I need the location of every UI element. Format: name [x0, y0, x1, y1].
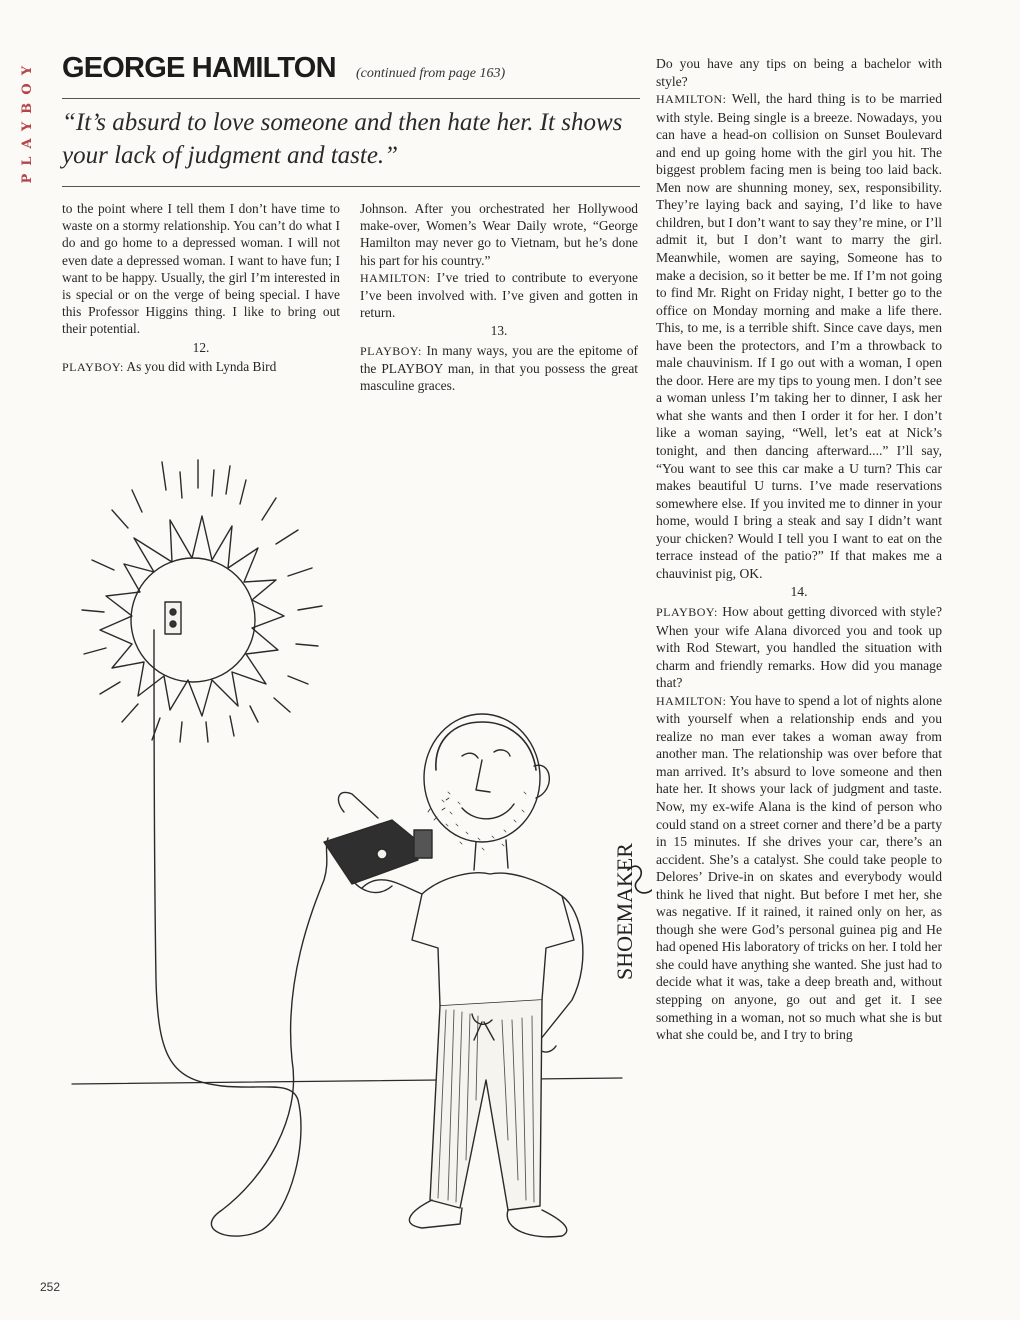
speaker-label: HAMILTON:: [656, 92, 727, 107]
interview-paragraph: to the point where I tell them I don’t have time to waste on a stormy relationship. You can’t do what I do and go home to a depressed woman. I will not even date a depressed woman. I want to have fun; I want to be happy. Usually, the girl I’m interested in is special or on the verge of being special. I have this Professor Higgins thing. I like to bring out their potential.: [62, 201, 340, 337]
sun-icon: [131, 558, 255, 682]
cartoon-illustration: [62, 440, 652, 1270]
speaker-label: PLAYBOY:: [656, 604, 718, 619]
article-header: [62, 52, 642, 100]
header-rule: [62, 98, 640, 99]
paragraph-text: You have to spend a lot of nights alone with yourself when a relationship ends and you realize no man ever takes a woman away from another man. The relationship was over before that man arrived. It’s absurd to love someone and then hate her. It shows your lack of judgment and taste. Now, my ex-wife Alana is the kind of person who could stand on a street corner and there’d be a party in 15 minutes. If she drives your car, there’s an accident. She’s a catalyst. She could take people to Delores’ Drive-in on skates and everybody would think he lived that night. But before I met her, she was negative. If it rained, it rained only on her, as though she were God’s personal guinea pig and He had opened His laboratory of tricks on her. I told her she could have anything she wanted. She just had to decide what it was, take a deep breath and, without stepping on anyone, go out and get it. I see something in a woman, not so much what she is but what she could be, and I try to bring: [656, 692, 942, 1043]
speaker-label: PLAYBOY:: [360, 343, 422, 358]
text-column-1: [62, 200, 340, 376]
interview-paragraph: Johnson. After you orchestrated her Hollywood make-over, Women’s Wear Daily wrote, “George Hamilton may never go to Vietnam, but he’s done his part for his country.”: [360, 201, 638, 268]
text-column-2: [360, 200, 638, 394]
speaker-label: HAMILTON:: [656, 693, 727, 708]
interviewee-name: GEORGE HAMILTON: [62, 52, 336, 84]
interview-paragraph: [360, 342, 638, 395]
interview-paragraph: [656, 90, 942, 582]
speaker-label: HAMILTON:: [360, 270, 431, 285]
page-number: 252: [40, 1280, 61, 1294]
cartoon-drawing: [62, 440, 652, 1270]
artist-signature: SHOEMAKER: [612, 843, 637, 980]
paragraph-text: Well, the hard thing is to be married with style. Being single is a breeze. Nowadays, you can have a head-on collision on Sunset Boulevard and end up going home with the girl you hit. The biggest problem facing men is being too laid back. Men now are shunning money, sex, responsibility. They’re laying back and saying, I’d like to have children, but I don’t want to say they’re mine, or I’ll admit it, but I don’t want to marry the girl. Meanwhile, women are saying, Someone has to make a decision, so it better be me. If I’m not going to find Mr. Right on Friday night, I better go to the office on Monday morning and make a life there. This, to me, is a terrible shift. Since cave days, men have been the protectors, and I’m a throwback to male chauvinism. If I go out with a woman, I open the door. Here are my tips to young men. I don’t see a woman unless I’m taking her to dinner, I ask her what she wants and then I order it for her. I don’t like a woman saying, “Well, let’s eat at Nick’s tonight, and then dancing afterward....” I’ll say, “You want to see this car make a U turn? This car makes beautiful U turns. I’ve made reservations somewhere else. If you invited me to dinner in your home, would I bring a steak and say I didn’t want your chicken? Would I tell you I want to eat on the terrace instead of the patio?” If that makes me a chauvinist pig, OK.: [656, 91, 942, 581]
question-number: 13.: [490, 323, 508, 339]
paragraph-text: In many ways, you are the epitome of the PLAYBOY man, in that you possess the great masculine graces.: [360, 342, 638, 394]
interview-paragraph: [360, 269, 638, 322]
pull-quote-rule: [62, 186, 640, 187]
speaker-label: PLAYBOY:: [62, 359, 124, 374]
continued-note: (continued from page 163): [356, 66, 506, 81]
text-column-3: [656, 55, 942, 1044]
question-number: 12.: [192, 339, 210, 355]
interview-paragraph: [656, 692, 942, 1044]
interview-paragraph: [656, 603, 942, 692]
paragraph-text: As you did with Lynda Bird: [123, 358, 277, 374]
paragraph-text: How about getting divorced with style? When your wife Alana divorced you and took up with Rod Stewart, you handled the situation with charm and friendly remarks. How did you manage that?: [656, 603, 942, 691]
running-head: PLAYBOY: [20, 58, 35, 184]
question-number: 14.: [790, 584, 808, 600]
pull-quote: “It’s absurd to love someone and then hate her. It shows your lack of judgment and taste.”: [62, 109, 623, 169]
interview-paragraph: [62, 358, 340, 376]
paragraph-text: I’ve tried to contribute to everyone I’ve been involved with. I’ve given and gotten in return.: [360, 269, 638, 321]
interview-paragraph: Do you have any tips on being a bachelor with style?: [656, 56, 942, 89]
